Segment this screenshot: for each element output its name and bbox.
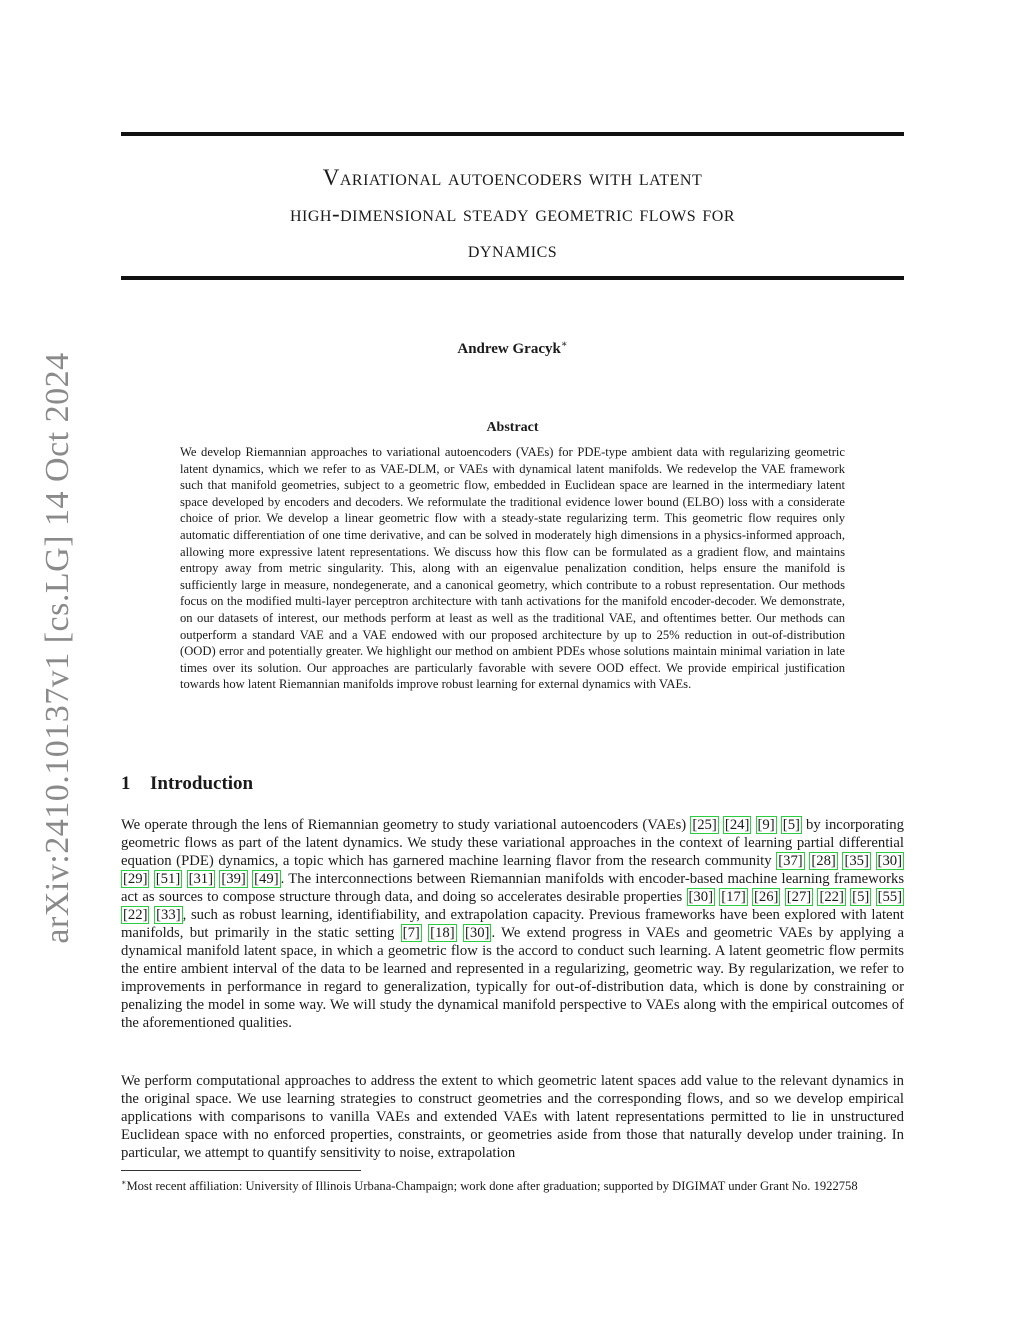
intro-paragraph-2: We perform computational approaches to address the extent to which geometric latent spaces add value to the relevant dynamics in the original space. We use learning strategies to construct geometries and the corresponding flows, and so we develop empirical applications with comparisons to vanilla VAEs and extended VAEs with latent representations permitted to lie in unstructured Euclidean space with no enforced properties, constraints, or geometries aside from those that naturally develop under training. In particular, we attempt to quantify sensitivity to noise, extrapolation: [121, 1073, 904, 1161]
citation-link[interactable]: [30]: [877, 853, 903, 869]
arxiv-watermark: arXiv:2410.10137v1 [cs.LG] 14 Oct 2024: [39, 352, 76, 944]
citation-link[interactable]: [35]: [844, 853, 869, 869]
intro-paragraph-1: [121, 816, 904, 1032]
citation-link[interactable]: [22]: [123, 907, 148, 923]
title-line-2: high-dimensional steady geometric flows for: [289, 201, 736, 226]
section-number: 1: [121, 773, 131, 794]
footnote: [121, 1175, 904, 1195]
footnote-mark: ∗: [121, 1178, 127, 1187]
para1-text-1: We operate through the lens of Riemannian geometry to study variational autoencoders (VAEs): [121, 817, 691, 833]
citation-link[interactable]: [31]: [188, 871, 214, 887]
author: [121, 339, 904, 358]
citation-link[interactable]: [7]: [402, 925, 420, 941]
abstract-heading: Abstract: [486, 420, 539, 435]
citation-link[interactable]: [55]: [877, 889, 903, 905]
citation-link[interactable]: [39]: [221, 871, 246, 887]
citation-link[interactable]: [30]: [688, 889, 713, 905]
title-line-1: Variational autoencoders with latent: [322, 165, 703, 190]
citation-group: [401, 924, 492, 942]
para1-text-4: , such as robust learning, identifiability, and extrapolation capacity. Previous frameworks have been explored with latent manifolds, but primarily in the static setting: [121, 907, 904, 941]
para1-text-5: . We extend progress in VAEs and geometric VAEs by applying a dynamical manifold latent space, in which a geometric flow is the accord to conduct such learning. A latent geometric flow permits the entire ambient interval of the data to be learned and represented in a regularizing, geometric way. By regularization, we refer to improvements in performance in regard to generalization, typically for out-of-distribution data, which is done by constraining or penalizing the model in some way. We will study the dynamical manifold perspective to VAEs along with the empirical outcomes of the aforementioned qualities.: [121, 925, 905, 1031]
title-rule-top: [121, 132, 904, 136]
title-line-3: dynamics: [467, 237, 558, 262]
footnote-rule: [121, 1170, 361, 1171]
citation-link[interactable]: [28]: [811, 853, 836, 869]
author-name: Andrew Gracyk: [457, 341, 561, 357]
section-title: Introduction: [150, 773, 254, 794]
citation-link[interactable]: [37]: [778, 853, 803, 869]
citation-link[interactable]: [5]: [782, 817, 800, 833]
citation-group: [690, 816, 802, 834]
citation-link[interactable]: [5]: [852, 889, 870, 905]
paper-title: [121, 160, 904, 268]
citation-link[interactable]: [18]: [430, 925, 455, 941]
citation-link[interactable]: [27]: [786, 889, 812, 905]
citation-link[interactable]: [30]: [464, 925, 490, 941]
citation-link[interactable]: [51]: [155, 871, 181, 887]
citation-link[interactable]: [25]: [692, 817, 717, 833]
citation-link[interactable]: [22]: [819, 889, 844, 905]
author-footnote-mark: ∗: [560, 339, 568, 350]
citation-link[interactable]: [9]: [757, 817, 775, 833]
citation-link[interactable]: [17]: [721, 889, 746, 905]
citation-link[interactable]: [24]: [724, 817, 750, 833]
footnote-text: Most recent affiliation: University of Illinois Urbana-Champaign; work done after graduation; supported by DIGIMAT under Grant No. 1922758: [126, 1179, 858, 1194]
para1-text-2: by incorporating geometric flows as part of the latent dynamics. We study these variational approaches in the context of learning partial differential equation (PDE) dynamics, a topic which has garnered machine learning flavor from the research community: [121, 817, 904, 869]
citation-link[interactable]: [33]: [156, 907, 181, 923]
abstract-text: We develop Riemannian approaches to variational autoencoders (VAEs) for PDE-type ambient data with regularizing geometric latent dynamics, which we refer to as VAE-DLM, or VAEs with dynamical latent manifolds. We redevelop the VAE framework such that manifold geometries, subject to a geometric flow, embedded in Euclidean space are learned in the intermediary latent space developed by encoders and decoders. We reformulate the traditional evidence lower bound (ELBO) loss with a considerate choice of prior. We develop a linear geometric flow with a steady-state regularizing term. This geometric flow requires only automatic differentiation of one time derivative, and can be solved in moderately high dimensions in a physics-informed approach, allowing more expressive latent representations. We discuss how this flow can be formulated as a gradient flow, and maintains entropy away from metric singularity. This, along with an eigenvalue penalization condition, helps ensure the manifold is sufficiently large in measure, nondegenerate, and a canonical geometry, which contribute to a robust representation. Our methods focus on the modified multi-layer perceptron architecture with tanh activations for the manifold encoder-decoder. We demonstrate, on our datasets of interest, our methods perform at least as well as the traditional VAE, and oftentimes better. Our methods can outperform a standard VAE and a VAE endowed with our proposed architecture by up to 25% reduction in out-of-distribution (OOD) error and potentially greater. We highlight our method on ambient PDEs whose solutions maintain minimal variation in late times over its solution. Our approaches are particularly favorable with severe OOD effect. We provide empirical justification towards how latent Riemannian manifolds improve robust learning for external dynamics with VAEs.: [180, 445, 845, 692]
section-heading: [121, 773, 904, 795]
para1-text-3: . The interconnections between Riemannian manifolds with encoder-based machine learning frameworks act as sources to compose structure through data, and doing so accelerates desirable properties: [121, 871, 905, 905]
title-rule-bottom: [121, 276, 904, 280]
citation-link[interactable]: [29]: [123, 871, 148, 887]
citation-link[interactable]: [49]: [254, 871, 279, 887]
citation-link[interactable]: [26]: [753, 889, 779, 905]
